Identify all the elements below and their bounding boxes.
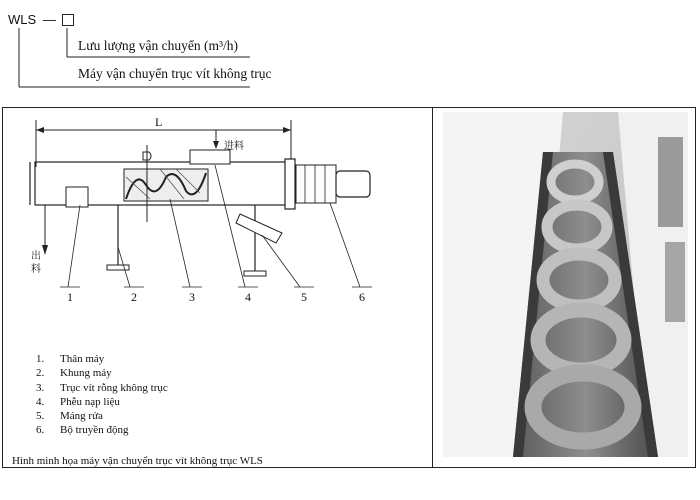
legend-item: 5. Máng rửa xyxy=(36,410,103,423)
part-number-1: 1 xyxy=(67,290,73,304)
model-prefix: WLS xyxy=(8,12,37,27)
model-dash: — xyxy=(43,12,56,27)
part-number-6: 6 xyxy=(359,290,365,304)
legend-item: 3. Trục vít rỗng không trục xyxy=(36,381,168,394)
figure-divider xyxy=(432,107,433,468)
feed-label: 进料 xyxy=(224,141,244,152)
legend-item: 2. Khung máy xyxy=(36,367,112,380)
legend-item: 1. Thân máy xyxy=(36,353,105,365)
legend-item: 6. Bộ truyền động xyxy=(36,424,129,437)
outlet-label: 出料 xyxy=(31,251,41,275)
figure-caption: Hình minh họa máy vận chuyển trục vít không trục WLS xyxy=(12,455,263,467)
conveyor-photo xyxy=(443,112,688,457)
parts-legend xyxy=(36,352,168,438)
dimension-label: L xyxy=(155,115,163,129)
part-number-5: 5 xyxy=(301,290,307,304)
screw-conveyor-drawing xyxy=(0,107,432,307)
part-number-2: 2 xyxy=(131,290,137,304)
part-number-4: 4 xyxy=(245,290,251,304)
part-number-3: 3 xyxy=(189,290,195,304)
machine-type-label: Máy vận chuyển trục vít không trục xyxy=(78,66,272,81)
legend-item: 4. Phễu nạp liệu xyxy=(36,395,120,408)
flow-rate-label: Lưu lượng vận chuyển (m³/h) xyxy=(78,38,239,53)
